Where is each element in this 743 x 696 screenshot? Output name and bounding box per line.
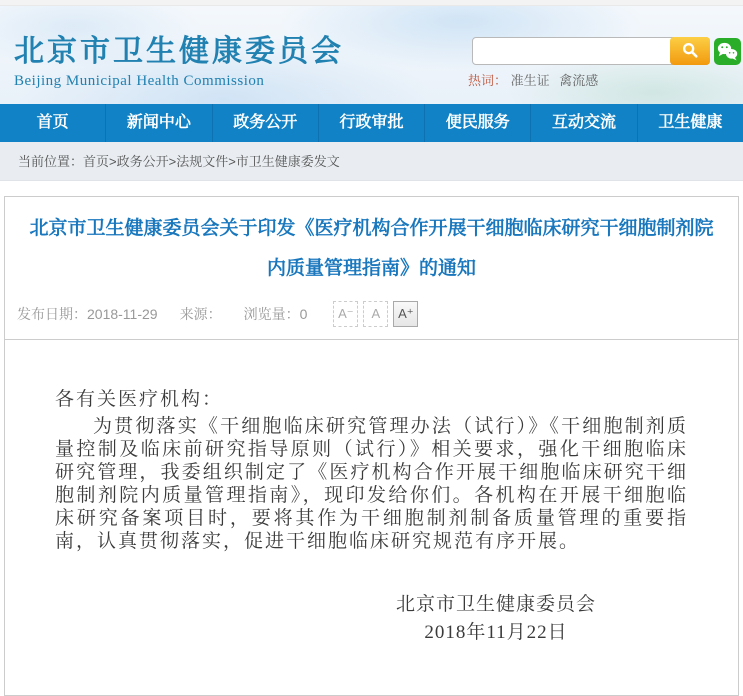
site-logo[interactable] [14,26,344,90]
article-paragraph: 为贯彻落实《干细胞临床研究管理办法（试行）》《干细胞制剂质量控制及临床前研究指导原则（试行）》相关要求，强化干细胞临床研究管理，我委组织制定了《医疗机构合作开展干细胞临床研究干细胞制剂院内质量管理指南》，现印发给你们。各机构在开展干细胞临床研究备案项目时，要将其作为干细胞制剂制备质量管理的重要指南，认真贯彻落实，促进干细胞临床研究规范有序开展。 [55,416,688,552]
view-count: 浏览量：0 [243,306,308,322]
nav-item-public-services[interactable]: 便民服务 [425,104,531,142]
wechat-icon[interactable] [714,38,741,65]
signature-org: 北京市卫生健康委员会 [395,594,596,615]
search-box [472,37,710,65]
breadcrumb-label: 当前位置： [18,154,84,169]
hotwords-label: 热词： [468,73,508,88]
source: 来源： [179,306,222,322]
breadcrumb-path[interactable]: 首页>政务公开>法规文件>市卫生健康委发文 [83,154,340,169]
nav-item-home[interactable]: 首页 [0,104,106,142]
search-button[interactable] [670,37,710,65]
nav-item-admin-approval[interactable]: 行政审批 [319,104,425,142]
font-decrease-button[interactable]: A⁻ [333,301,358,327]
article-salutation: 各有关医疗机构： [55,389,224,410]
main-nav [0,104,743,142]
nav-item-gov-affairs[interactable]: 政务公开 [213,104,319,142]
breadcrumb [0,142,743,181]
hotword-link-2[interactable]: 禽流感 [559,73,599,88]
hotwords [468,70,604,89]
article-body [5,340,738,553]
site-header [0,6,743,104]
hotword-link-1[interactable]: 准生证 [510,73,550,88]
site-subtitle: Beijing Municipal Health Commission [14,73,265,89]
publish-date: 发布日期：2018-11-29 [17,306,158,322]
article-container [4,196,739,696]
nav-item-interaction[interactable]: 互动交流 [531,104,637,142]
signature-block [346,591,646,647]
nav-item-news[interactable]: 新闻中心 [106,104,212,142]
site-title: 北京市卫生健康委员会 [14,35,344,68]
search-icon [681,41,699,62]
article-meta [5,301,738,340]
signature-date: 2018年11月22日 [424,622,568,643]
font-normal-button[interactable]: A [363,301,388,327]
font-size-controls [333,301,423,327]
page-title: 北京市卫生健康委员会关于印发《医疗机构合作开展干细胞临床研究干细胞制剂院内质量管理指南》的通知 [29,218,714,279]
font-increase-button[interactable]: A⁺ [393,301,418,327]
nav-item-health[interactable]: 卫生健康 [658,114,723,131]
